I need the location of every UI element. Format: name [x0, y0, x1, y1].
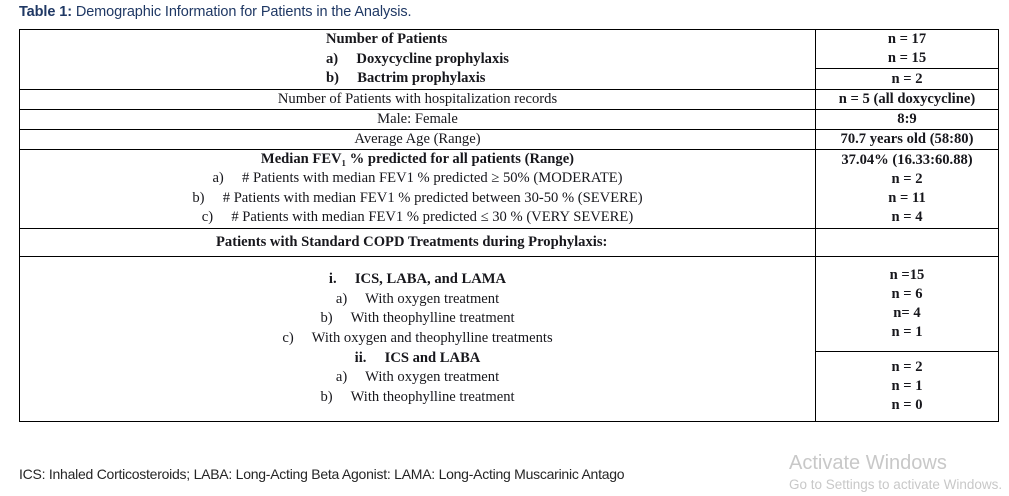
cell-line: Average Age (Range) — [354, 130, 481, 147]
value-line: n= 4 — [893, 305, 921, 322]
table-row — [20, 89, 999, 109]
value-line: 8:9 — [897, 110, 917, 127]
cell-line: Male: Female — [377, 110, 458, 127]
demographics-table-container — [19, 29, 998, 422]
windows-activation-watermark — [789, 452, 1009, 494]
cell-line: Number of Patients — [326, 31, 448, 47]
table-row — [20, 109, 999, 129]
value-line: n = 11 — [888, 189, 926, 206]
value-line: 70.7 years old (58:80) — [840, 130, 974, 147]
value-line: n = 2 — [891, 170, 923, 187]
cell-line: Number of Patients with hospitalization records — [277, 90, 558, 107]
cell-line: c) # Patients with median FEV1 % predicted ≤ 30 % (VERY SEVERE) — [201, 209, 634, 226]
value-line: n =15 — [889, 267, 925, 284]
value-line: n = 4 — [891, 208, 923, 225]
row-male-female-label — [20, 109, 816, 129]
table-row — [20, 30, 999, 69]
value-line: n = 0 — [891, 397, 923, 413]
row-copd-treatments-heading-value — [816, 228, 999, 256]
value-line: 37.04% (16.33:60.88) — [841, 151, 973, 168]
table-row — [20, 228, 999, 256]
row-number-of-patients-value-a — [816, 30, 999, 69]
row-treatments-label — [20, 256, 816, 421]
value-line: n = 17 — [887, 31, 927, 48]
row-average-age-label — [20, 129, 816, 149]
cell-line: a) # Patients with median FEV1 % predicted ≥ 50% (MODERATE) — [212, 170, 623, 187]
row-number-of-patients-label — [20, 30, 816, 90]
row-copd-treatments-heading — [20, 228, 816, 256]
cell-line: b) # Patients with median FEV1 % predicted between 30-50 % (SEVERE) — [192, 189, 643, 206]
cell-line: i. ICS, LABA, and LAMA — [328, 271, 507, 288]
value-line: n = 15 — [887, 50, 927, 67]
cell-line: ii. ICS and LABA — [354, 349, 481, 366]
row-hospitalization-value — [816, 89, 999, 109]
value-line: n = 1 — [891, 323, 923, 340]
table-row — [20, 129, 999, 149]
value-line: n = 2 — [891, 70, 923, 87]
row-treatments-value-group-1 — [816, 256, 999, 352]
table-caption — [19, 4, 411, 20]
cell-line: a) Doxycycline prophylaxis — [326, 50, 509, 67]
cell-line: b) With theophylline treatment — [320, 310, 515, 327]
table-row — [20, 256, 999, 352]
row-number-of-patients-value-b — [816, 69, 999, 89]
cell-line: b) Bactrim prophylaxis — [326, 70, 486, 87]
cell-line: b) With theophylline treatment — [320, 388, 515, 405]
demographics-table — [19, 29, 999, 422]
value-line: n = 5 (all doxycycline) — [838, 90, 976, 107]
value-line: n = 2 — [891, 359, 923, 376]
value-line: n = 6 — [891, 286, 923, 303]
row-hospitalization-label — [20, 89, 816, 109]
cell-line: a) With oxygen treatment — [335, 369, 500, 386]
cell-line: c) With oxygen and theophylline treatments — [282, 329, 553, 346]
row-average-age-value — [816, 129, 999, 149]
cell-line: Patients with Standard COPD Treatments during Prophylaxis: — [216, 233, 608, 250]
table-footnote: ICS: Inhaled Corticosteroids; LABA: Long-Acting Beta Agonist: LAMA: Long-Acting Muscarinic Antago — [19, 466, 625, 482]
row-treatments-value-group-2 — [816, 352, 999, 421]
cell-line: Median FEV₁ % predicted for all patients (Range) — [260, 150, 575, 167]
row-male-female-value — [816, 109, 999, 129]
watermark-title: Activate Windows — [789, 452, 947, 474]
row-median-fev1-label — [20, 149, 816, 228]
table-row — [20, 149, 999, 228]
row-median-fev1-value — [816, 149, 999, 228]
value-line: n = 1 — [891, 378, 923, 395]
watermark-subtitle: Go to Settings to activate Windows. — [789, 477, 1003, 492]
table-caption-text: Demographic Information for Patients in the Analysis. — [71, 4, 412, 20]
table-caption-label: Table 1: — [19, 4, 72, 20]
cell-line: a) With oxygen treatment — [335, 290, 500, 307]
